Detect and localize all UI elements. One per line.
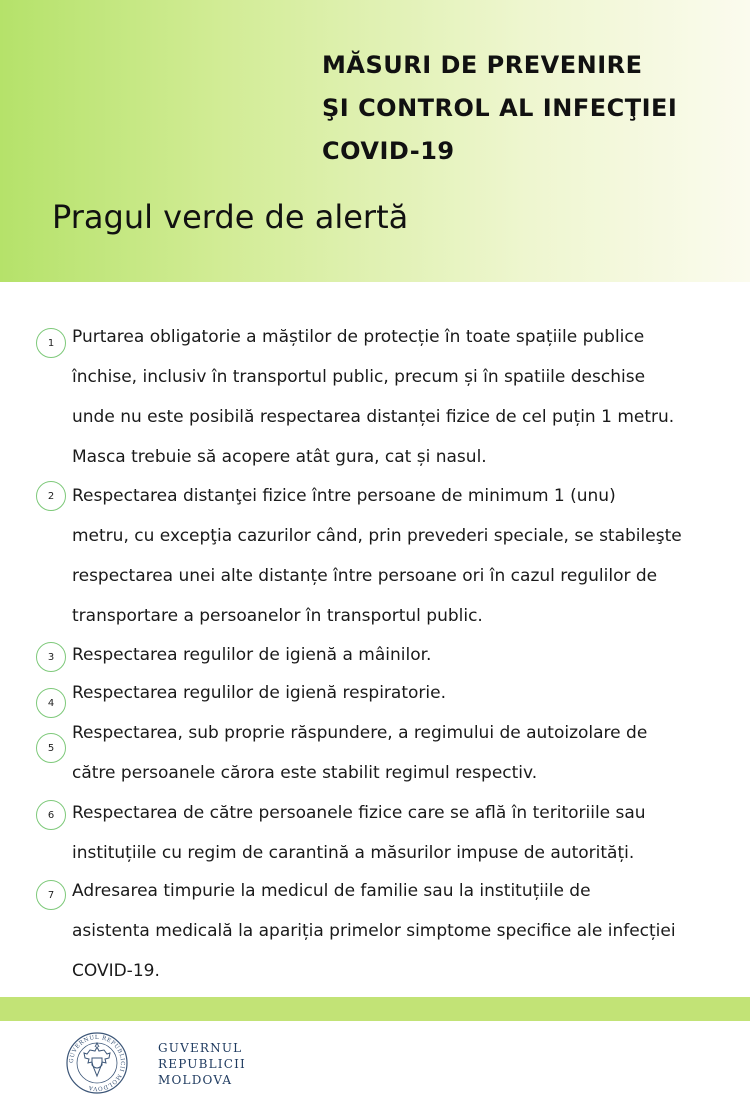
header-banner (0, 0, 750, 282)
item-number-badge: 5 (36, 733, 66, 763)
list-item: Adresarea timpurie la medicul de familie sau la instituțiile de asistenta medicală la apariția primelor simptome specifice ale infecției COVID-19. (72, 881, 676, 981)
item-number-badge: 7 (36, 880, 66, 910)
footer-accent-band (0, 997, 750, 1021)
item-number-badge: 4 (36, 688, 66, 718)
header-title-line-2: ŞI CONTROL AL INFECŢIEI (322, 94, 678, 122)
header-title-line-1: MĂSURI DE PREVENIRE (322, 51, 643, 79)
government-line-3: MOLDOVA (158, 1073, 233, 1087)
list-item: Respectarea de către persoanele fizice care se află în teritoriile sau instituțiile cu regim de carantină a măsurilor impuse de autorități. (72, 803, 646, 863)
header-title-line-3: COVID-19 (322, 137, 455, 165)
item-number-badge: 2 (36, 481, 66, 511)
list-item: Respectarea regulilor de igienă respiratorie. (72, 683, 446, 703)
seal-ring-text: GUVERNUL REPUBLICII MOLDOVA (68, 1034, 126, 1092)
item-number-badge: 1 (36, 328, 66, 358)
government-line-1: GUVERNUL (158, 1041, 243, 1055)
seal-icon (66, 1032, 128, 1094)
alert-level-subtitle: Pragul verde de alertă (52, 198, 409, 236)
government-wordmark (158, 1040, 246, 1088)
header-title (322, 44, 742, 173)
item-number-badge: 3 (36, 642, 66, 672)
list-item: Respectarea distanţei fizice între persoane de minimum 1 (unu) metru, cu excepţia cazurilor când, prin prevederi speciale, se stabileşte respectarea unei alte distanțe între persoane ori în cazul regulilor de transportare a persoanelor în transportul public. (72, 486, 682, 626)
item-number-badge: 6 (36, 800, 66, 830)
coat-of-arms-seal (66, 1032, 128, 1094)
list-item: Purtarea obligatorie a măștilor de protecție în toate spațiile publice închise, inclusiv în transportul public, precum și în spatiile deschise unde nu este posibilă respectarea distanței fizice de cel puțin 1 metru. Masca trebuie să acopere atât gura, cat și nasul. (72, 327, 675, 467)
list-item: Respectarea regulilor de igienă a mâinilor. (72, 645, 432, 665)
list-item: Respectarea, sub proprie răspundere, a regimului de autoizolare de către persoanele cărora este stabilit regimul respectiv. (72, 723, 648, 783)
government-line-2: REPUBLICII (158, 1057, 246, 1071)
